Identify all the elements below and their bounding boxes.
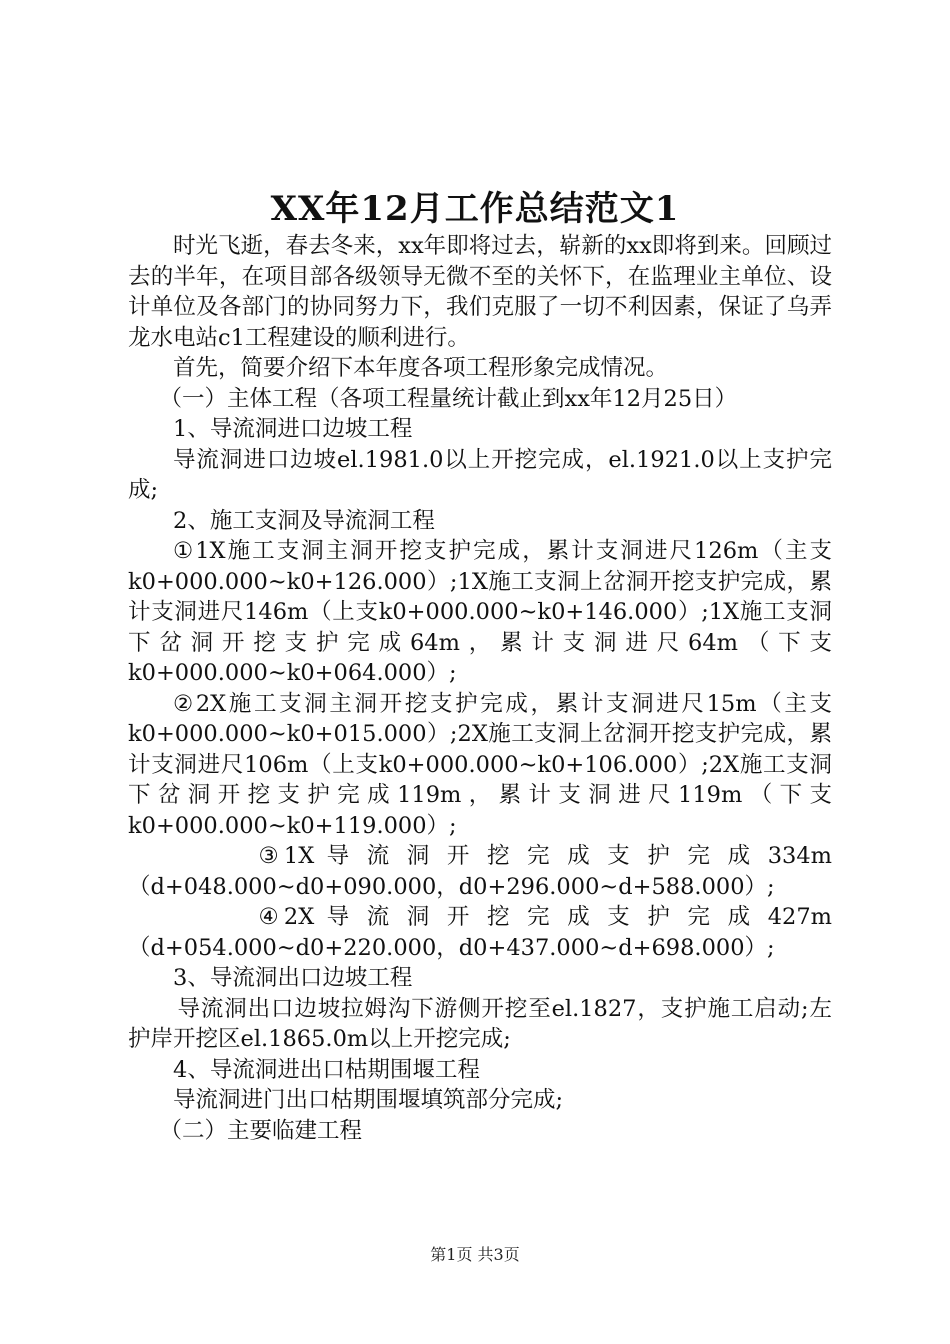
paragraph-tunnel-1x: ①1X施工支洞主洞开挖支护完成，累计支洞进尺126m（主支k0+000.000~k0+126.000）;1X施工支洞上岔洞开挖支护完成，累计支洞进尺146m（上支k0+000.000~k0+146.000）;1X施工支洞下岔洞开挖支护完成64m，累计支洞进尺64m（下支k0+000.000~k0+064.000）; [128, 538, 832, 686]
paragraph-intro: 时光飞逝，春去冬来，xx年即将过去，崭新的xx即将到来。回顾过去的半年，在项目部各级领导无微不至的关怀下，在监理业主单位、设计单位及各部门的协同努力下，我们克服了一切不利因素，保证了乌弄龙水电站c1工程建设的顺利进行。 [128, 233, 832, 351]
subheading-inlet-slope: 1、导流洞进口边坡工程 [173, 416, 413, 442]
paragraph-summary: 首先，简要介绍下本年度各项工程形象完成情况。 [173, 355, 669, 381]
page-footer: 第1页 共3页 [430, 1245, 520, 1264]
document-title: XX年12月工作总结范文1 [270, 189, 680, 229]
document-body [128, 231, 832, 1146]
section-heading-temp-works: （二）主要临建工程 [159, 1117, 363, 1144]
paragraph-diversion-1x: ③1X 导 流 洞 开 挖 完 成 支 护 完 成 334m（d+048.000~d0+090.000，d0+296.000~d+588.000）; [128, 843, 832, 900]
subheading-tunnels: 2、施工支洞及导流洞工程 [173, 507, 435, 534]
paragraph-inlet-slope: 导流洞进口边坡el.1981.0以上开挖完成，el.1921.0以上支护完成; [128, 446, 832, 503]
section-heading-main-works: （一）主体工程（各项工程量统计截止到xx年12月25日） [159, 385, 738, 412]
subheading-outlet-slope: 3、导流洞出口边坡工程 [173, 965, 413, 991]
subheading-cofferdam: 4、导流洞进出口枯期围堰工程 [173, 1056, 480, 1083]
paragraph-diversion-2x: ④2X 导 流 洞 开 挖 完 成 支 护 完 成 427m（d+054.000~d0+220.000，d0+437.000~d+698.000）; [128, 904, 832, 961]
paragraph-outlet-slope: 导流洞出口边坡拉姆沟下游侧开挖至el.1827，支护施工启动;左护岸开挖区el.1865.0m以上开挖完成; [128, 995, 832, 1052]
paragraph-tunnel-2x: ②2X施工支洞主洞开挖支护完成，累计支洞进尺15m（主支k0+000.000~k0+015.000）;2X施工支洞上岔洞开挖支护完成，累计支洞进尺106m（上支k0+000.000~k0+106.000）;2X施工支洞下岔洞开挖支护完成119m，累计支洞进尺119m（下支k0+000.000~k0+119.000）; [128, 690, 832, 839]
paragraph-cofferdam: 导流洞进门出口枯期围堰填筑部分完成; [173, 1087, 564, 1113]
